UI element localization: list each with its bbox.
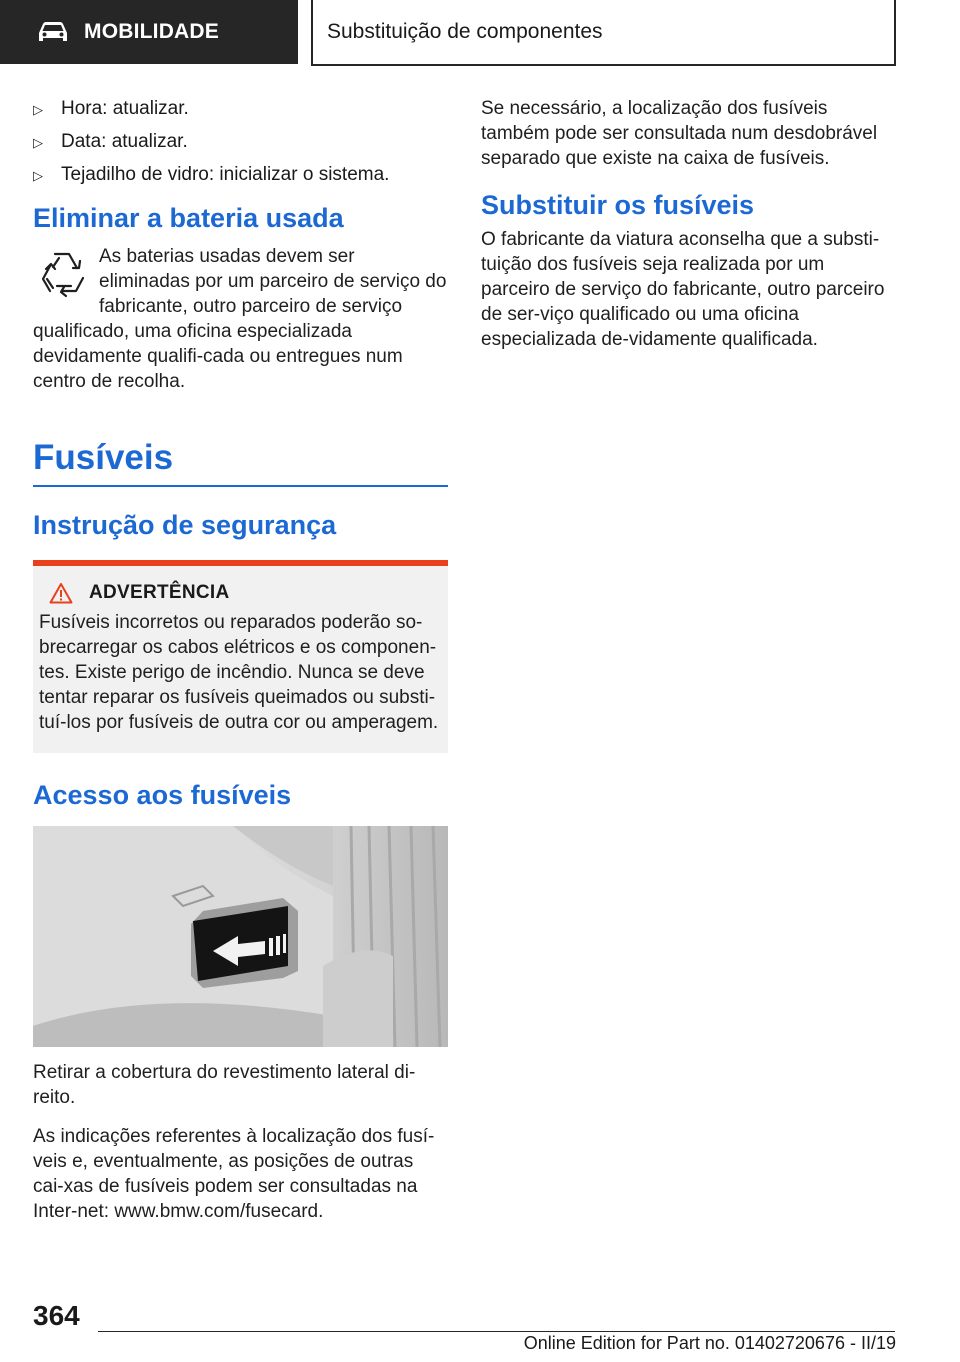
- triangle-bullet-icon: ▷: [33, 135, 43, 150]
- chapter-header: [311, 0, 896, 66]
- battery-heading: Eliminar a bateria usada: [33, 203, 344, 233]
- fuses-title: Fusíveis: [33, 438, 174, 477]
- recycle-icon: [33, 246, 91, 308]
- safety-heading: Instrução de segurança: [33, 510, 337, 540]
- right-column: [481, 96, 897, 352]
- warning-header: [49, 582, 440, 604]
- access-paragraph-1: Retirar a cobertura do revestimento lateral di-reito.: [33, 1062, 416, 1108]
- title-rule: [33, 485, 448, 487]
- page-number: 364: [33, 1300, 80, 1331]
- battery-section: [33, 244, 448, 394]
- access-heading: Acesso aos fusíveis: [33, 780, 292, 810]
- replace-text: O fabricante da viatura aconselha que a substi-tuição dos fusíveis seja realizada por um parceiro de serviço do fabricante, outro parceiro de ser-viço qualificado ou uma oficina especializada de-vidamente qualificada.: [481, 229, 885, 350]
- fuse-cover-photo: [33, 826, 448, 1047]
- car-icon: [36, 20, 70, 44]
- list-item: ▷ Hora: atualizar.: [33, 96, 448, 122]
- triangle-bullet-icon: ▷: [33, 168, 43, 183]
- fuse-location-text: Se necessário, a localização dos fusíveis também pode ser consultada num desdobrável separado que existe na caixa de fusíveis.: [481, 98, 878, 169]
- section-tab: [0, 0, 298, 64]
- list-item: ▷ Tejadilho de vidro: inicializar o sistema.: [33, 162, 448, 188]
- left-column: [33, 96, 448, 1238]
- edition-text: Online Edition for Part no. 01402720676 - II/19: [523, 1333, 896, 1353]
- chapter-title: Substituição de componentes: [327, 20, 603, 43]
- warning-triangle-icon: [49, 582, 73, 604]
- warning-box: [33, 560, 448, 753]
- footer-rule: [98, 1331, 895, 1332]
- battery-text: As baterias usadas devem ser eliminadas por um parceiro de serviço do fabricante, outro parceiro de serviço qualificado, uma oficina especializada devidamente qualifi-cada ou entregues num centro de recolha.: [33, 246, 447, 392]
- bullet-list: [33, 96, 448, 188]
- list-item: ▷ Data: atualizar.: [33, 129, 448, 155]
- triangle-bullet-icon: ▷: [33, 102, 43, 117]
- access-paragraph-2: As indicações referentes à localização dos fusí-veis e, eventualmente, as posições de outras cai-xas de fusíveis podem ser consultadas na Inter-net: www.bmw.com/fusecard.: [33, 1126, 435, 1222]
- replace-heading: Substituir os fusíveis: [481, 190, 755, 220]
- warning-title: ADVERTÊNCIA: [89, 582, 230, 603]
- section-label: MOBILIDADE: [84, 20, 219, 43]
- warning-text: Fusíveis incorretos ou reparados poderão so-brecarregar os cabos elétricos e os componen-tes. Existe perigo de incêndio. Nunca se deve tentar reparar os fusíveis queimados ou substi-tuí-los por fusíveis de outra cor ou amperagem.: [39, 612, 439, 733]
